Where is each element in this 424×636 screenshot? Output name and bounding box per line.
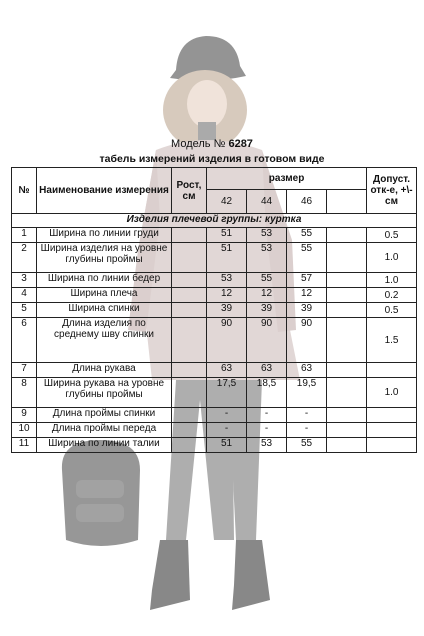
row-tolerance: 0.5: [367, 303, 417, 318]
row-height-cell: [172, 303, 207, 318]
row-height-cell: [172, 228, 207, 243]
row-size-value: 53: [247, 243, 287, 273]
row-height-cell: [172, 363, 207, 378]
row-size-value: -: [207, 408, 247, 423]
row-height-cell: [172, 423, 207, 438]
section-title: Изделия плечевой группы: куртка: [12, 214, 417, 228]
row-size-value: 18,5: [247, 378, 287, 408]
header-size-value: [327, 190, 367, 214]
model-title: [0, 138, 424, 151]
row-number: 3: [12, 273, 37, 288]
row-size-value: -: [207, 423, 247, 438]
row-number: 5: [12, 303, 37, 318]
row-name: Длина рукава: [37, 363, 172, 378]
table-row: [12, 318, 417, 363]
row-number: 6: [12, 318, 37, 363]
table-row: [12, 273, 417, 288]
row-size-value: 55: [287, 438, 327, 453]
row-name: Длина изделия по среднему шву спинки: [37, 318, 172, 363]
row-number: 9: [12, 408, 37, 423]
table-row: [12, 438, 417, 453]
row-size-value: 39: [247, 303, 287, 318]
header-tolerance: Допуст. отк-е, +\-см: [367, 168, 417, 214]
row-height-cell: [172, 438, 207, 453]
row-size-value: [327, 423, 367, 438]
row-size-value: 90: [287, 318, 327, 363]
row-size-value: [327, 363, 367, 378]
table-row: [12, 363, 417, 378]
row-size-value: 53: [207, 273, 247, 288]
row-tolerance: 0.5: [367, 228, 417, 243]
table-row: [12, 423, 417, 438]
row-size-value: [327, 438, 367, 453]
row-size-value: 51: [207, 243, 247, 273]
header-name: Наименование измерения: [37, 168, 172, 214]
header-size-value: 44: [247, 190, 287, 214]
row-name: Длина проймы спинки: [37, 408, 172, 423]
table-subtitle: табель измерений изделия в готовом виде: [99, 153, 325, 165]
row-height-cell: [172, 408, 207, 423]
row-size-value: 12: [287, 288, 327, 303]
row-size-value: [327, 408, 367, 423]
row-size-value: 55: [247, 273, 287, 288]
row-number: 10: [12, 423, 37, 438]
row-number: 1: [12, 228, 37, 243]
row-size-value: [327, 378, 367, 408]
row-size-value: 51: [207, 438, 247, 453]
table-row: [12, 303, 417, 318]
table-row: [12, 228, 417, 243]
measurement-table: [11, 167, 417, 453]
row-size-value: 63: [287, 363, 327, 378]
row-number: 4: [12, 288, 37, 303]
row-size-value: 12: [207, 288, 247, 303]
row-size-value: 51: [207, 228, 247, 243]
row-size-value: 90: [207, 318, 247, 363]
row-tolerance: 1.0: [367, 378, 417, 408]
row-tolerance: [367, 438, 417, 453]
row-size-value: [327, 243, 367, 273]
row-size-value: 39: [287, 303, 327, 318]
row-size-value: 55: [287, 243, 327, 273]
row-size-value: 63: [247, 363, 287, 378]
row-size-value: 39: [207, 303, 247, 318]
row-size-value: [327, 228, 367, 243]
table-row: [12, 288, 417, 303]
header-size-value: 46: [287, 190, 327, 214]
table-row: [12, 408, 417, 423]
row-tolerance: 1.5: [367, 318, 417, 363]
row-height-cell: [172, 318, 207, 363]
row-size-value: [327, 303, 367, 318]
row-number: 2: [12, 243, 37, 273]
header-num: №: [12, 168, 37, 214]
row-tolerance: [367, 363, 417, 378]
row-height-cell: [172, 288, 207, 303]
row-number: 8: [12, 378, 37, 408]
row-size-value: 90: [247, 318, 287, 363]
row-size-value: 57: [287, 273, 327, 288]
table-row: [12, 243, 417, 273]
row-tolerance: [367, 408, 417, 423]
row-size-value: -: [287, 408, 327, 423]
model-number: 6287: [228, 138, 253, 150]
row-tolerance: 1.0: [367, 243, 417, 273]
table-row: [12, 378, 417, 408]
row-number: 11: [12, 438, 37, 453]
row-name: Ширина рукава на уровне глубины проймы: [37, 378, 172, 408]
row-name: Ширина по линии груди: [37, 228, 172, 243]
row-size-value: 53: [247, 228, 287, 243]
row-size-value: 12: [247, 288, 287, 303]
row-size-value: -: [247, 423, 287, 438]
row-name: Ширина изделия на уровне глубины проймы: [37, 243, 172, 273]
row-size-value: [327, 288, 367, 303]
row-tolerance: 0.2: [367, 288, 417, 303]
row-tolerance: [367, 423, 417, 438]
header-size: размер: [207, 168, 367, 190]
row-size-value: [327, 318, 367, 363]
row-tolerance: 1.0: [367, 273, 417, 288]
model-prefix: Модель №: [171, 138, 226, 150]
row-name: Ширина плеча: [37, 288, 172, 303]
row-size-value: 63: [207, 363, 247, 378]
row-size-value: [327, 273, 367, 288]
row-name: Длина проймы переда: [37, 423, 172, 438]
row-size-value: 53: [247, 438, 287, 453]
header-size-value: 42: [207, 190, 247, 214]
row-size-value: -: [287, 423, 327, 438]
row-number: 7: [12, 363, 37, 378]
header-height: Рост, см: [172, 168, 207, 214]
row-size-value: -: [247, 408, 287, 423]
row-height-cell: [172, 378, 207, 408]
row-size-value: 55: [287, 228, 327, 243]
row-height-cell: [172, 273, 207, 288]
row-size-value: 17,5: [207, 378, 247, 408]
row-name: Ширина по линии талии: [37, 438, 172, 453]
row-size-value: 19,5: [287, 378, 327, 408]
row-name: Ширина спинки: [37, 303, 172, 318]
row-name: Ширина по линии бедер: [37, 273, 172, 288]
row-height-cell: [172, 243, 207, 273]
